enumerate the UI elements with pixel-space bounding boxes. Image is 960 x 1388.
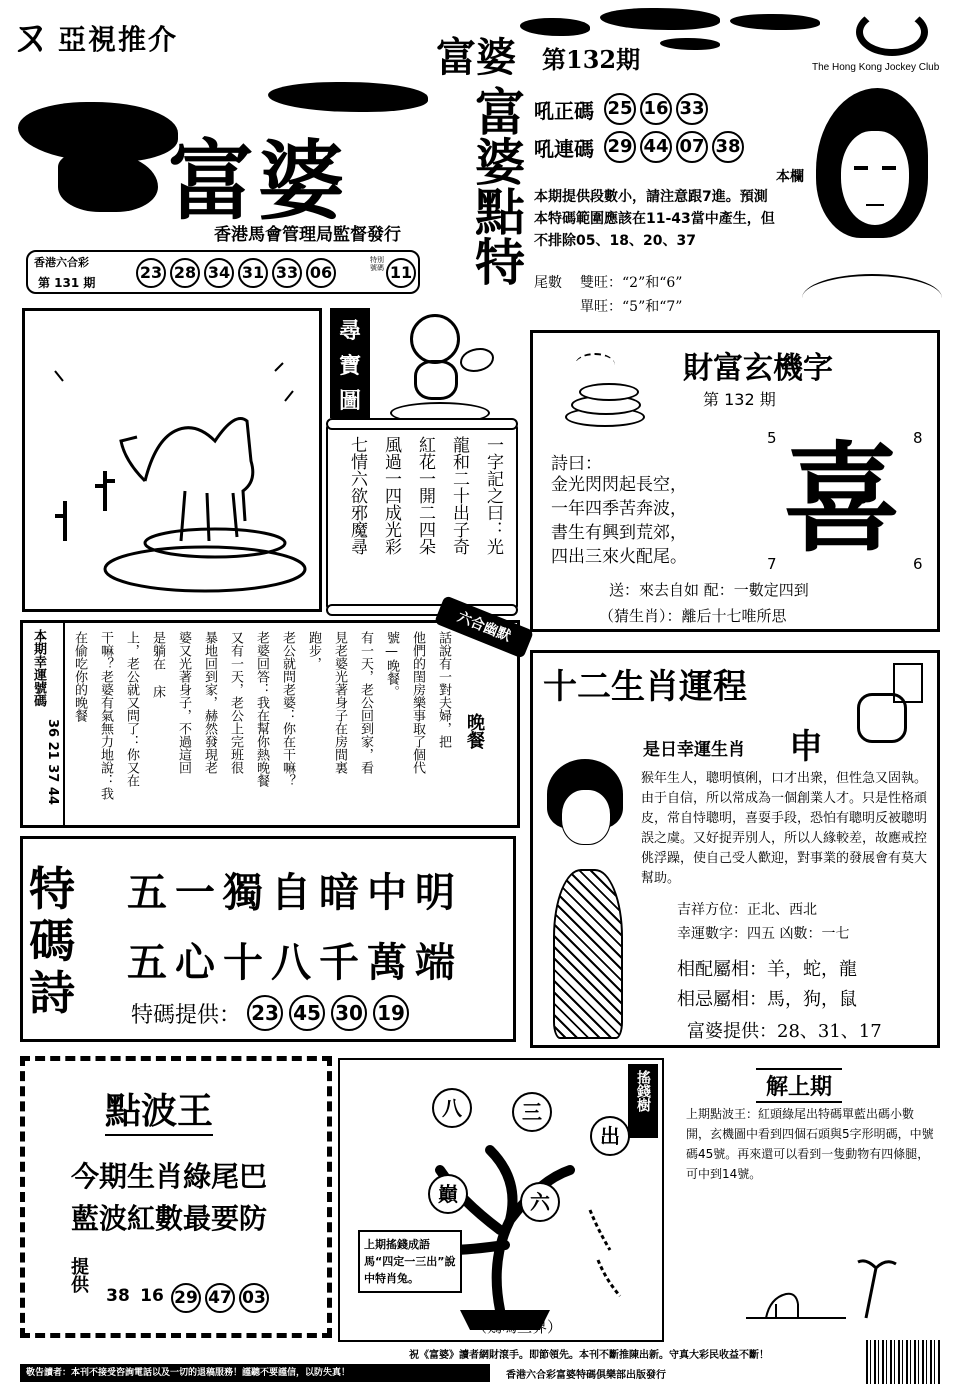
tip-ball: 38 [712, 131, 744, 163]
treasure-title-char: 尋 [338, 318, 361, 344]
animal-illustration [726, 1248, 926, 1328]
dianbo-offer-label: 提供 [68, 1257, 89, 1293]
tips-note-right: 本欄 [776, 169, 804, 185]
caifu-big-char: 喜 [783, 429, 902, 568]
treasure-title-box [330, 308, 370, 418]
dianbo-numbers [103, 1283, 269, 1313]
caifu-poem-line: 金光閃閃起長空， [551, 475, 687, 495]
scroll-poem-line: 風過一四成光彩 [381, 436, 401, 555]
story-lucky-divider [63, 623, 65, 825]
caifu-box [530, 330, 940, 632]
treasure-title-char: 寶 [338, 353, 361, 379]
special-poem-box [20, 836, 516, 1042]
dianbo-title: 點波王 [105, 1083, 213, 1136]
footer-left-text: 敬告讀者：本刊不接受咨詢電話以及一切的退稿服務！謹聽不要謹信，以防失真！ [26, 1368, 351, 1378]
special-label: 特別號碼 [370, 256, 384, 272]
last-result-numbers [136, 258, 336, 288]
masthead-title: 富婆 [436, 34, 516, 81]
logo-title: 富婆 [168, 131, 348, 232]
story-column: 號—晚餐。 [384, 631, 399, 698]
caifu-corner-tr: 8 [913, 429, 923, 447]
special-poem-offer-label: 特碼提供： [131, 1002, 242, 1028]
story-column: 話說有一對夫婦，把 [436, 631, 451, 748]
dianbo-line2: 藍波紅數最要防 [71, 1202, 268, 1235]
story-column: 見老婆光著身子在房間裏 [332, 631, 347, 774]
money-tree-note: 上期搖錢成語馬“四定一三出”說中特肖兔。 [358, 1230, 462, 1293]
tips-row1 [534, 92, 708, 126]
story-column: 上，老公就又問了：你又在 [124, 631, 139, 787]
top-left-badge [8, 4, 208, 64]
story-column: 干嘛？老婆有氣無力地說：我 [98, 631, 113, 800]
scroll-poem-lines [338, 436, 506, 598]
portrait-woman [802, 78, 942, 322]
story-column: 是躺在 床 [150, 631, 165, 698]
tree-illustration [340, 1060, 662, 1340]
footer-banner: 祝《富婆》讀者網財滾手。即節領先。本刊不斷推陳出新。守真大彩民收益不斷！ [409, 1350, 769, 1361]
story-text [69, 631, 453, 821]
story-title: 晚餐 [464, 713, 485, 749]
coins-illustration [545, 347, 675, 457]
story-box [20, 620, 520, 828]
story-badge-text: 六合幽默 [455, 609, 513, 645]
zodiac-match: 相配屬相：羊，蛇，龍 [677, 959, 857, 980]
explain-text: 上期點波王：紅頭綠尾出特碼單藍出碼小數開，玄機圖中看到四個石頭與5字形明碼，中號碼45號。再來還可以看到一隻動物有四條腿，可中到14號。 [686, 1107, 934, 1181]
result-ball: 33 [272, 258, 302, 288]
special-poem-line2: 五心十八千萬端 [127, 939, 463, 986]
scroll-poem-line: 一字記之曰：光 [483, 436, 503, 555]
zodiac-avoid: 相忌屬相：馬，狗，鼠 [677, 989, 857, 1010]
fist-illustration [847, 663, 931, 753]
footer-right-text: 香港六合彩富婆特碼俱樂部出版發行 [506, 1370, 666, 1381]
dianbo-ball: 03 [239, 1283, 269, 1313]
tips-paragraph: 本期提供段數小，請注意跟7進。預測本特碼範圍應該在11-43當中產生，但不排除05、18、20、37 [534, 189, 775, 249]
last-result-bar [26, 250, 420, 294]
logo-subtitle: 香港馬會管理局監督發行 [214, 225, 401, 245]
scroll-poem-line: 紅花一開二四朵 [415, 436, 435, 555]
face [840, 130, 910, 226]
caifu-issue: 第 132 期 [703, 390, 776, 409]
story-column: 跑步， [306, 631, 321, 670]
story-column: 暴地回到家，赫然發現老 [202, 631, 217, 774]
result-ball: 31 [238, 258, 268, 288]
treasure-map-frame [22, 308, 322, 612]
special-ball: 19 [373, 995, 409, 1031]
caifu-poem-line: 一年四季苦奔波， [551, 499, 687, 519]
shoulders [802, 274, 942, 322]
caifu-corner-bl: 7 [767, 555, 777, 573]
tree-fruit: 六 [520, 1182, 560, 1222]
dianbo-ball: 16 [140, 1286, 164, 1306]
issue-label: 第132期 [542, 45, 641, 74]
last-result-brand: 香港六合彩 [34, 256, 89, 269]
dianbo-box [20, 1056, 332, 1338]
story-column: 又有一天，老公上完班很 [228, 631, 243, 774]
zodiac-box [530, 650, 940, 1048]
zodiac-paragraph: 猴年生人，聰明慎俐，口才出衆，但性急又固執。由于自信，所以常成為一個創業人才。只是性格頑皮，常自恃聰明，喜耍手段，恐怕有聰明反被聰明誤之虞。又好捉弄別人，所以人緣較差，故應戒控佻浮躁，使自己受人歡迎，對事業的發展會有莫大幫助。 [641, 771, 928, 886]
logo-area [18, 82, 438, 245]
caifu-poem-label: 詩曰： [551, 454, 602, 474]
special-ball: 23 [247, 995, 283, 1031]
tips-tail2: 單旺：“5”和“7” [580, 299, 683, 315]
story-column: 有一天，老公回到家，看 [358, 631, 373, 774]
special-poem-line1: 五一獨自暗中明 [127, 869, 463, 916]
money-tree-label: 搖錢樹 [635, 1070, 651, 1112]
story-column: 老婆回答：我在幫你熱晚餐 [254, 631, 269, 787]
special-poem-offer [131, 995, 409, 1031]
story-column: 老公就問老婆：你在干嘛？ [280, 631, 295, 787]
tree-fruit: 八 [432, 1088, 472, 1128]
tips-row2-label: 吼連碼 [534, 136, 594, 161]
zodiac-direction: 吉祥方位：正北、西北 [677, 902, 817, 918]
top-left-text: 亞視推介 [58, 23, 179, 56]
woman-illustration [537, 749, 633, 1045]
dianbo-ball: 47 [205, 1283, 235, 1313]
special-number: 11 [386, 258, 416, 288]
scroll-poem-line: 龍和二十出子奇 [449, 436, 469, 555]
tree-fruit: 巔 [428, 1174, 468, 1214]
money-tree-box [338, 1058, 664, 1342]
special-poem-label: 特碼詩 [29, 862, 75, 1020]
tip-ball: 16 [640, 93, 672, 125]
last-result-issue: 第 131 期 [38, 276, 96, 290]
story-column: 婆又光著身子，不過這回 [176, 631, 191, 774]
result-ball: 34 [204, 258, 234, 288]
caifu-poem-line: 書生有興到荒郊， [551, 523, 687, 543]
jockey-club-logo [856, 8, 928, 56]
tip-ball: 25 [604, 93, 636, 125]
tip-ball: 29 [604, 131, 636, 163]
explain-box [676, 1062, 940, 1346]
tips-tail1: 雙旺：“2”和“6” [580, 275, 683, 291]
story-column: 在偷吃你的晚餐 [72, 631, 87, 722]
camel-illustration [25, 311, 319, 609]
result-ball: 28 [170, 258, 200, 288]
caifu-line1: 送：來去自如 配：一數定四到 [609, 581, 809, 599]
brand-mark: ㄡ [10, 12, 53, 61]
zodiac-numbers: 幸運數字：四五 凶數：一七 [677, 926, 850, 942]
caifu-line2: （猜生肖）：離后十七唯所思 [599, 607, 787, 625]
jockey-club-text: The Hong Kong Jockey Club [812, 62, 940, 73]
special-ball: 30 [331, 995, 367, 1031]
tips-row2 [534, 130, 744, 164]
special-poem-numbers [247, 995, 409, 1031]
tips-row1-numbers [604, 93, 708, 125]
tips-tail-label: 尾數 [534, 275, 562, 291]
tip-ball: 07 [676, 131, 708, 163]
tree-fruit: 三 [512, 1092, 552, 1132]
caifu-corner-br: 6 [913, 555, 923, 573]
caifu-poem [551, 473, 761, 569]
scroll-poem-line: 七情六欲邪魔尋 [347, 436, 367, 555]
zodiac-title: 十二生肖運程 [543, 667, 747, 707]
footer-left [20, 1364, 490, 1382]
dianbo-ball: 29 [171, 1283, 201, 1313]
barcode [866, 1340, 942, 1384]
caifu-title: 財富玄機字 [683, 351, 833, 386]
zodiac-lucky-sign: 申 [789, 727, 823, 767]
story-lucky-numbers: 36 21 37 44 [45, 719, 60, 805]
story-lucky-label: 本期幸運號碼 [31, 629, 46, 707]
cupid-illustration [380, 298, 500, 428]
money-tree-caption: （鷄鳴三界） [472, 1318, 563, 1336]
tips-row2-numbers [604, 131, 744, 163]
tip-ball: 44 [640, 131, 672, 163]
caifu-poem-line: 四出三來火配尾。 [551, 547, 687, 567]
tree-fruit: 出 [590, 1116, 630, 1156]
tips-row1-label: 吼正碼 [534, 98, 594, 123]
result-ball: 23 [136, 258, 166, 288]
caifu-corner-tl: 5 [767, 429, 777, 447]
result-ball: 06 [306, 258, 336, 288]
dianbo-ball: 38 [106, 1286, 130, 1306]
tips-vertical-title: 富婆點特 [467, 86, 526, 286]
dianbo-line1: 今期生肖綠尾巴 [71, 1160, 268, 1193]
explain-title: 解上期 [756, 1068, 842, 1103]
treasure-title [330, 308, 370, 415]
special-ball: 45 [289, 995, 325, 1031]
story-column: 他們的閨房樂事取了個代 [410, 631, 425, 774]
scroll-poem [326, 424, 518, 610]
treasure-title-char: 圖 [338, 388, 361, 414]
tip-ball: 33 [676, 93, 708, 125]
zodiac-offer: 富婆提供：28、31、17 [687, 1021, 882, 1042]
zodiac-lucky-label: 是日幸運生肖 [643, 740, 745, 760]
